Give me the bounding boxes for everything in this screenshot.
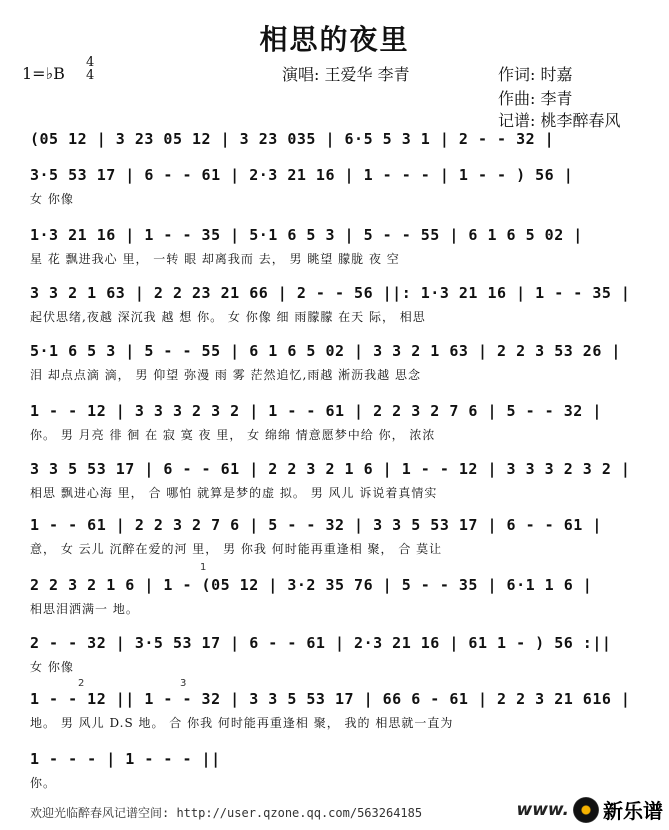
notes-line: 5·1 6 5 3 | 5 - - 55 | 6 1 6 5 02 | 3 3 2 1 63 | 2 2 3 53 26 | [30,342,621,360]
lyrics-line: 女 你像 [30,192,74,206]
second-ending-mark: 2 [78,678,85,689]
vinyl-disc-icon [573,797,599,823]
notes-line: 1 - - 12 || 1 - - 32 | 3 3 5 53 17 | 66 6 - 61 | 2 2 3 21 616 | [30,690,631,708]
lyricist-credit: 作词: 时嘉 [498,65,573,84]
time-signature-top: 4 [86,55,95,70]
key-signature: 1=♭B [22,64,65,83]
footer-text: 欢迎光临醉春风记谱空间: http://user.qzone.qq.com/563264185 [30,806,423,820]
lyrics-line: 意， 女 云儿 沉醉在爱的河 里， 男 你我 何时能再重逢相 聚， 合 莫让 [30,542,443,556]
page-title: 相思的夜里 [259,23,410,56]
lyrics-line: 星 花 飘进我心 里， 一转 眼 却离我而 去， 男 眺望 朦胧 夜 空 [30,252,400,266]
lyrics-line: 你。 男 月亮 徘 徊 在 寂 寞 夜 里， 女 绵绵 情意愿梦中给 你， 浓浓 [30,428,436,442]
lyrics-line: 女 你像 [30,660,74,674]
first-ending-mark: 1 [200,562,207,573]
lyrics-line: 你。 [30,776,57,790]
notes-line: 2 - - 32 | 3·5 53 17 | 6 - - 61 | 2·3 21 16 | 61 1 - ) 56 :|| [30,634,612,652]
notes-line: 1·3 21 16 | 1 - - 35 | 5·1 6 5 3 | 5 - - 55 | 6 1 6 5 02 | [30,226,583,244]
third-ending-mark: 3 [180,678,187,689]
composer-credit: 作曲: 李青 [498,89,573,108]
lyrics-line: 泪 却点点滴 滴， 男 仰望 弥漫 雨 雾 茫然追忆,雨越 淅沥我越 思念 [30,368,421,382]
lyrics-line: 相思泪洒满一 地。 [30,602,139,616]
site-logo [517,795,664,824]
lyrics-line: 相思 飘进心海 里， 合 哪怕 就算是梦的虚 拟。 男 风儿 诉说着真情实 [30,486,438,500]
notes-line: 1 - - 61 | 2 2 3 2 7 6 | 5 - - 32 | 3 3 5 53 17 | 6 - - 61 | [30,516,602,534]
singer-credit: 演唱: 王爱华 李青 [282,65,410,84]
notes-line: 3 3 2 1 63 | 2 2 23 21 66 | 2 - - 56 ||: 1·3 21 16 | 1 - - 35 | [30,284,631,302]
lyrics-line: 地。 男 风儿 D.S 地。 合 你我 何时能再重逢相 聚， 我的 相思就一直为 [30,716,454,730]
notes-line: 1 - - - | 1 - - - || [30,750,221,768]
logo-site-text: www. [516,799,569,820]
logo-brand-text: 新乐谱 [603,799,663,823]
notes-line: 3 3 5 53 17 | 6 - - 61 | 2 2 3 2 1 6 | 1 - - 12 | 3 3 3 2 3 2 | [30,460,631,478]
time-signature-bottom: 4 [86,68,95,83]
time-signature [86,56,94,82]
notes-line: (05 12 | 3 23 05 12 | 3 23 035 | 6·5 5 3 1 | 2 - - 32 | [30,130,555,148]
transcriber-credit: 记谱: 桃李醉春风 [498,111,621,130]
notes-line: 2 2 3 2 1 6 | 1 - (05 12 | 3·2 35 76 | 5 - - 35 | 6·1 1 6 | [30,576,593,594]
notes-line: 3·5 53 17 | 6 - - 61 | 2·3 21 16 | 1 - - - | 1 - - ) 56 | [30,166,574,184]
notes-line: 1 - - 12 | 3 3 3 2 3 2 | 1 - - 61 | 2 2 3 2 7 6 | 5 - - 32 | [30,402,602,420]
lyrics-line: 起伏思绪,夜越 深沉我 越 想 你。 女 你像 细 雨朦朦 在天 际， 相思 [30,310,426,324]
